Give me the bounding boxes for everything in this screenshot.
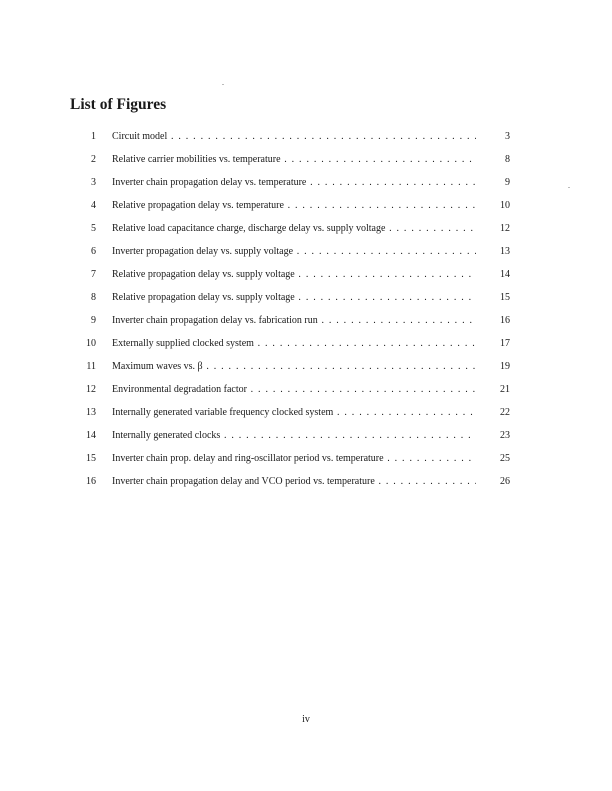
figure-number: 8 — [91, 292, 96, 303]
figure-entry[interactable] — [70, 429, 510, 443]
figure-title: Relative carrier mobilities vs. temperature . . . — [112, 153, 476, 167]
figure-page: 21 — [500, 384, 510, 395]
figure-page: 16 — [500, 315, 510, 326]
figure-number: 10 — [86, 338, 96, 349]
figure-entry[interactable] — [70, 475, 510, 489]
figure-number: 14 — [86, 430, 96, 441]
figure-number: 5 — [91, 223, 96, 234]
figure-number: 13 — [86, 407, 96, 418]
figure-page: 15 — [500, 292, 510, 303]
figure-number: 12 — [86, 384, 96, 395]
figure-page: 8 — [505, 154, 510, 165]
figure-entry[interactable] — [70, 383, 510, 397]
figure-number: 2 — [91, 154, 96, 165]
figure-title: Internally generated variable frequency clocked system . . . — [112, 406, 476, 420]
scan-speck — [222, 84, 224, 85]
figure-number: 7 — [91, 269, 96, 280]
figure-entry[interactable] — [70, 222, 510, 236]
figure-page: 22 — [500, 407, 510, 418]
figure-page: 13 — [500, 246, 510, 257]
figure-title: Inverter chain propagation delay vs. fabrication run . . . — [112, 314, 476, 328]
figure-entry[interactable] — [70, 268, 510, 282]
figure-title: Inverter propagation delay vs. supply voltage . . . — [112, 245, 476, 259]
figure-page: 25 — [500, 453, 510, 464]
figure-title: Externally supplied clocked system . . . — [112, 337, 476, 351]
figure-title: Circuit model . . . — [112, 130, 476, 144]
figure-number: 15 — [86, 453, 96, 464]
figure-page: 3 — [505, 131, 510, 142]
figure-entry[interactable] — [70, 199, 510, 213]
figure-title: Relative propagation delay vs. supply voltage . . . — [112, 268, 476, 282]
figure-entry[interactable] — [70, 314, 510, 328]
figure-number: 11 — [86, 361, 96, 372]
figure-page: 12 — [500, 223, 510, 234]
figure-title: Internally generated clocks . . . — [112, 429, 476, 443]
page-number: iv — [302, 714, 310, 725]
figure-entry[interactable] — [70, 337, 510, 351]
figure-number: 4 — [91, 200, 96, 211]
page-title: List of Figures — [70, 96, 167, 113]
figure-title: Inverter chain propagation delay and VCO period vs. temperature . . . — [112, 475, 476, 489]
figure-title: Relative propagation delay vs. supply voltage . . . — [112, 291, 476, 305]
figure-entry[interactable] — [70, 406, 510, 420]
figure-title: Inverter chain propagation delay vs. temperature . . . — [112, 176, 476, 190]
figure-title: Relative propagation delay vs. temperature . . . — [112, 199, 476, 213]
figure-page: 10 — [500, 200, 510, 211]
figure-page: 26 — [500, 476, 510, 487]
scan-speck — [568, 187, 570, 188]
figure-entry[interactable] — [70, 153, 510, 167]
figure-title: Environmental degradation factor . . . — [112, 383, 476, 397]
figure-entry[interactable] — [70, 360, 510, 374]
figure-page: 23 — [500, 430, 510, 441]
figure-entry[interactable] — [70, 245, 510, 259]
figure-number: 3 — [91, 177, 96, 188]
figure-entry[interactable] — [70, 452, 510, 466]
figure-page: 17 — [500, 338, 510, 349]
figure-page: 19 — [500, 361, 510, 372]
figure-page: 14 — [500, 269, 510, 280]
figure-title: Maximum waves vs. β . . . — [112, 360, 476, 374]
figure-entry[interactable] — [70, 291, 510, 305]
figure-title: Inverter chain prop. delay and ring-oscillator period vs. temperature . . . — [112, 452, 476, 466]
figure-title: Relative load capacitance charge, discharge delay vs. supply voltage . . . — [112, 222, 476, 236]
figure-number: 6 — [91, 246, 96, 257]
figure-entry[interactable] — [70, 130, 510, 144]
figure-number: 1 — [91, 131, 96, 142]
figure-number: 16 — [86, 476, 96, 487]
figure-number: 9 — [91, 315, 96, 326]
figure-entry[interactable] — [70, 176, 510, 190]
figure-page: 9 — [505, 177, 510, 188]
